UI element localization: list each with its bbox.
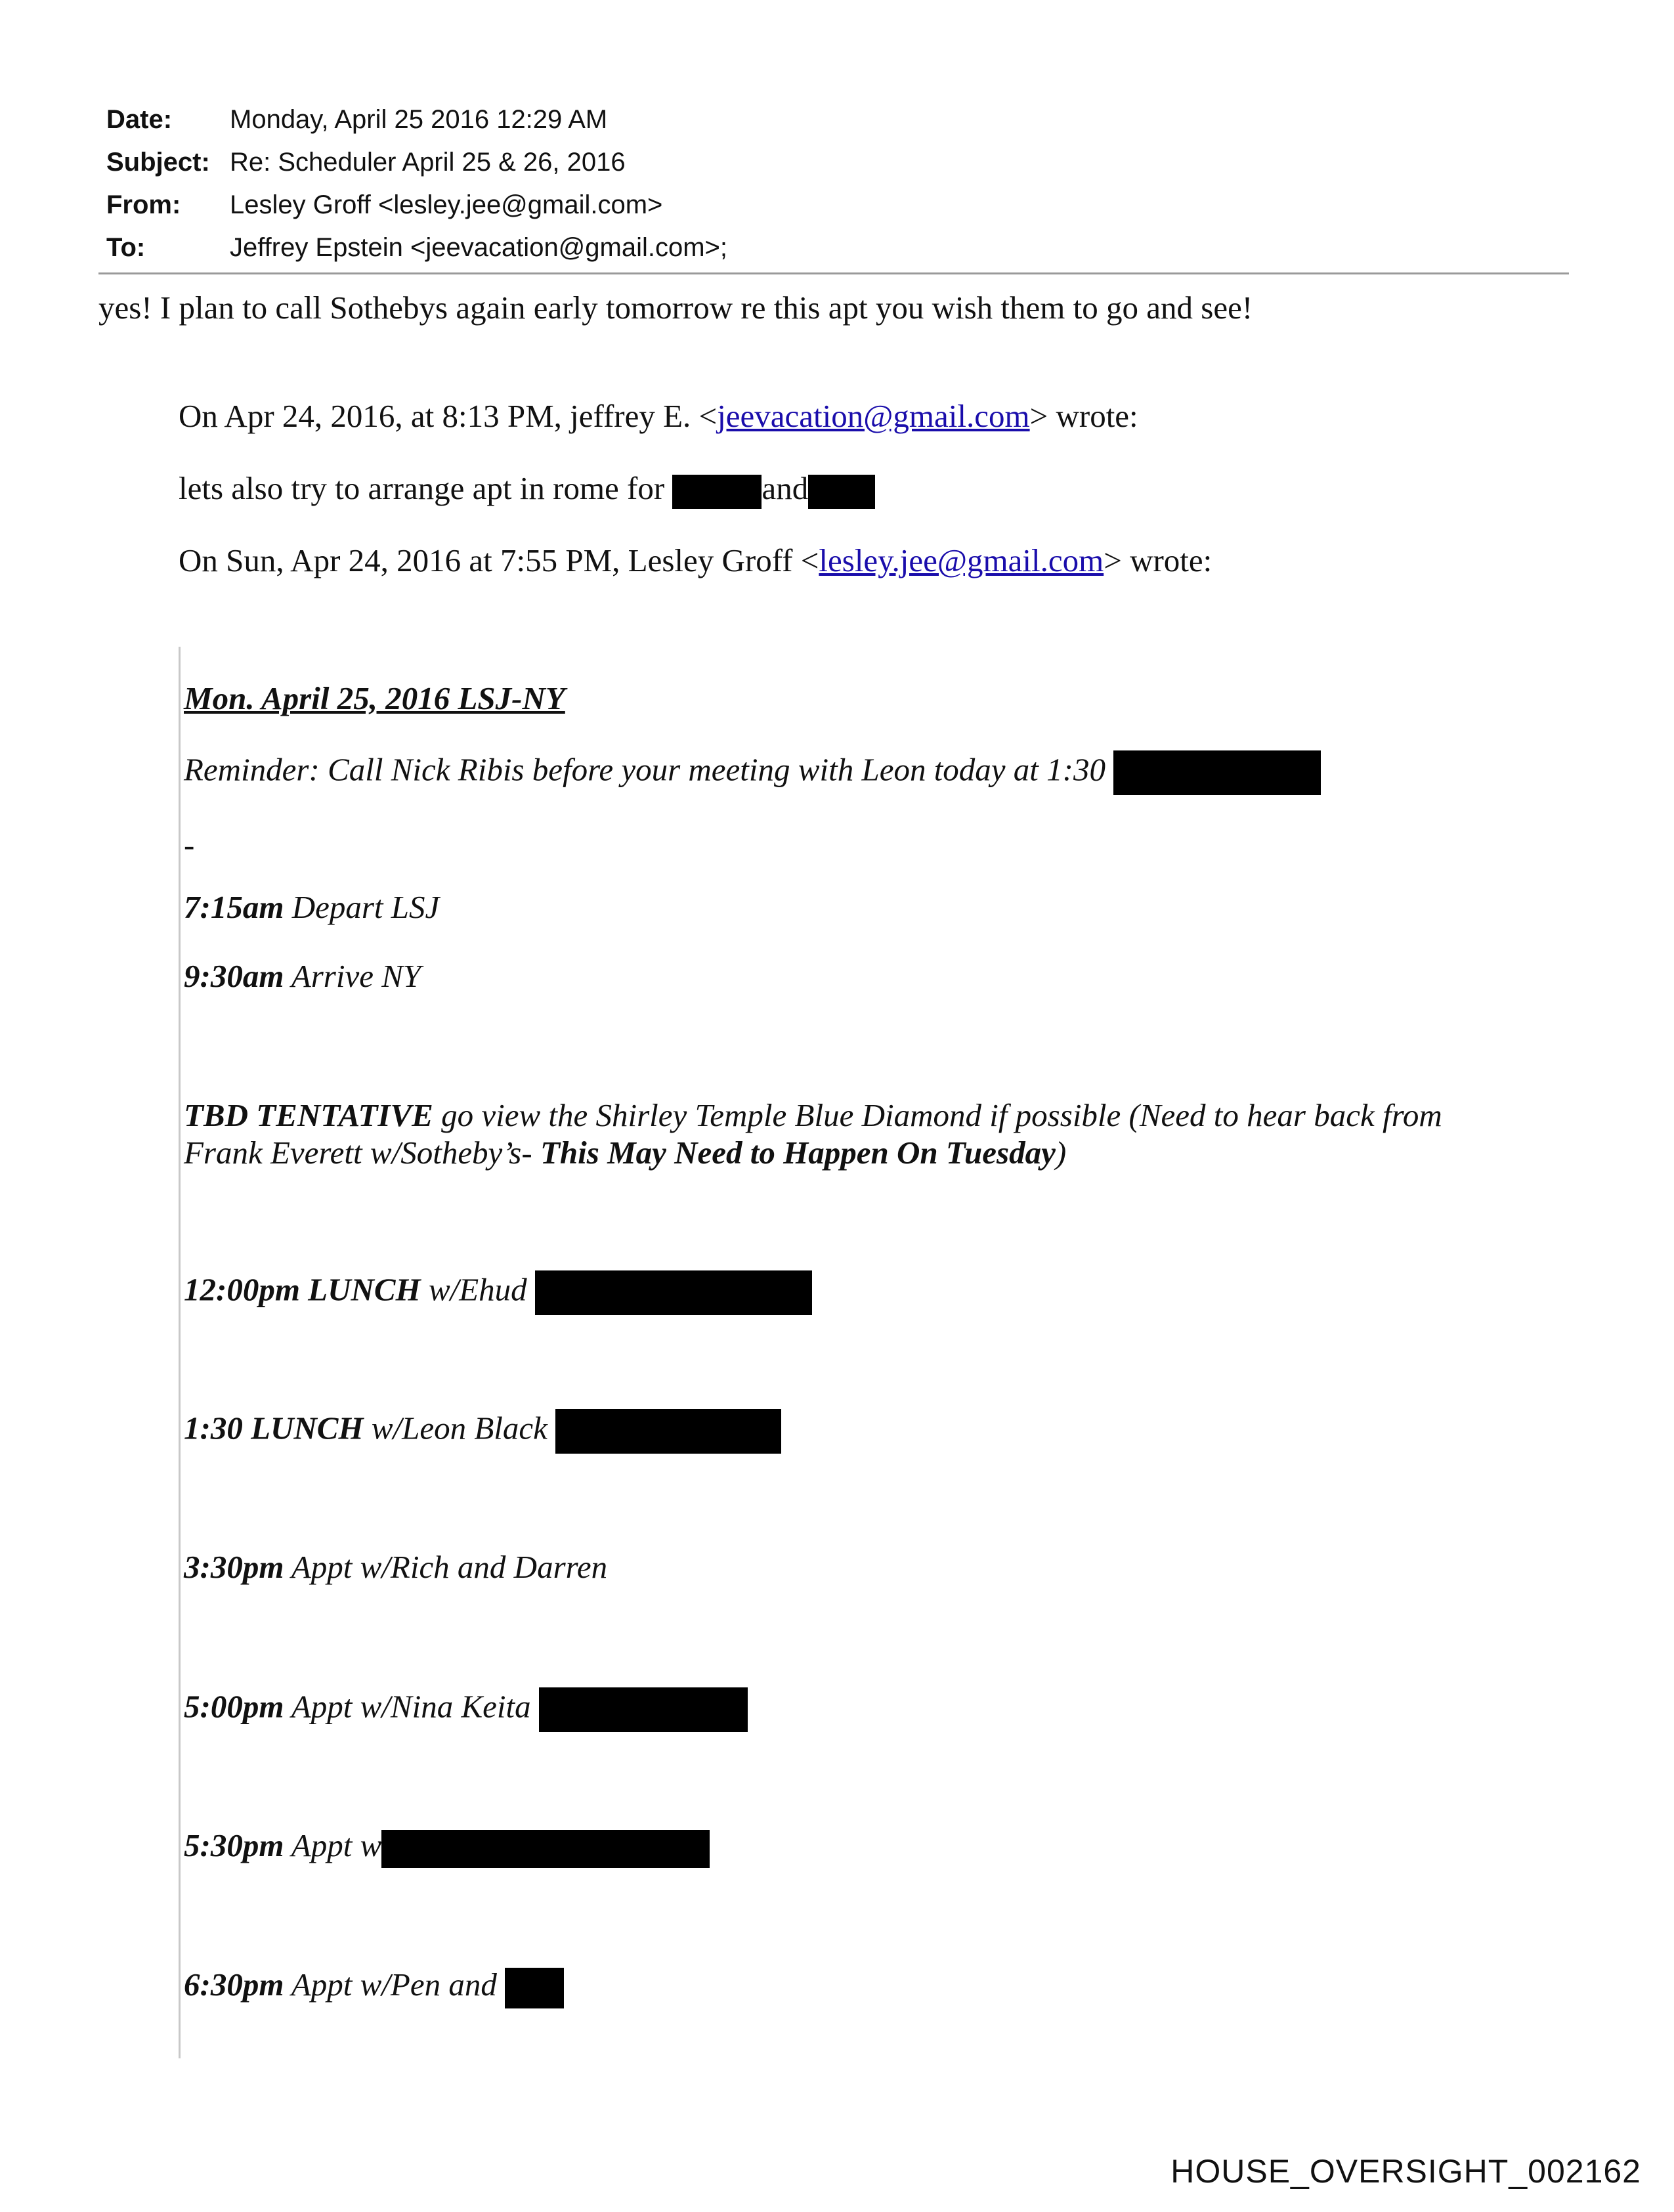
item-text: go view the Shirley Temple Blue Diamond if possible (Need to hear back from [433,1097,1442,1133]
quote-attribution-2-prefix: On Sun, Apr 24, 2016 at 7:55 PM, Lesley Groff < [179,542,819,578]
reminder-text: Reminder: Call Nick Ribis before your meeting with Leon today at 1:30 [184,751,1105,788]
item-time: 6:30pm [184,1966,284,2003]
bates-stamp: HOUSE_OVERSIGHT_002162 [1170,2153,1641,2190]
message-1-text: lets also try to arrange apt in rome for [179,470,665,506]
redaction-block [381,1830,710,1868]
message-1-and: and [762,470,809,506]
schedule-item [184,1096,1442,1134]
redaction-block [808,475,875,509]
item-text: Frank Everett w/Sotheby’s- [184,1135,540,1171]
redaction-block [1113,750,1321,795]
date-label: Date: [106,105,173,134]
redaction-block [672,475,762,509]
from-label: From: [106,190,181,219]
item-text: Depart LSJ [284,889,440,925]
quote-bar [179,647,181,2058]
quote-attribution-2 [179,542,1212,579]
schedule-dash: - [184,827,195,863]
item-time: 12:00pm LUNCH [184,1271,421,1308]
subject-label: Subject: [106,148,210,177]
from-value: Lesley Groff <lesley.jee@gmail.com> [230,190,663,219]
date-value: Monday, April 25 2016 12:29 AM [230,105,608,134]
item-time: 1:30 LUNCH [184,1410,364,1446]
subject-value: Re: Scheduler April 25 & 26, 2016 [230,148,626,177]
schedule-item-continued [184,1134,1066,1171]
quote-attribution-1-suffix: > wrote: [1029,398,1138,434]
item-text: Appt w/Pen and [284,1966,497,2003]
item-text: w/Leon Black [363,1410,547,1446]
item-time: TBD TENTATIVE [184,1097,433,1133]
item-text: Appt w/Rich and Darren [284,1549,608,1585]
message-1 [179,469,875,509]
schedule-item [184,1548,607,1586]
item-text: w/Ehud [420,1271,527,1308]
item-text: Appt w [284,1827,382,1863]
schedule-item [184,888,439,926]
item-text: Appt w/Nina Keita [284,1688,531,1725]
schedule-item [184,1409,781,1454]
schedule-title: Mon. April 25, 2016 LSJ-NY [184,680,565,716]
tbd-close: ) [1055,1135,1067,1171]
email-link-lesley[interactable]: lesley.jee@gmail.com [819,542,1104,578]
item-time: 3:30pm [184,1549,284,1585]
reply-text: yes! I plan to call Sothebys again early tomorrow re this apt you wish them to go and see! [98,290,1253,326]
header-divider [98,272,1569,274]
email-link-jeevacation[interactable]: jeevacation@gmail.com [717,398,1030,434]
tbd-emphasis: This May Need to Happen On Tuesday [540,1135,1056,1171]
schedule-item [184,1687,748,1732]
quote-attribution-2-suffix: > wrote: [1104,542,1213,578]
item-time: 5:30pm [184,1827,284,1863]
quote-attribution-1 [179,397,1138,435]
item-time: 5:00pm [184,1688,284,1725]
redaction-block [505,1968,564,2008]
quote-attribution-1-prefix: On Apr 24, 2016, at 8:13 PM, jeffrey E. < [179,398,718,434]
schedule-item [184,1966,564,2008]
schedule-item [184,957,421,995]
redaction-block [555,1409,781,1454]
schedule-item [184,1827,710,1868]
item-time: 7:15am [184,889,284,925]
redaction-block [539,1687,748,1732]
to-value: Jeffrey Epstein <jeevacation@gmail.com>; [230,233,728,262]
item-time: 9:30am [184,958,284,994]
item-text: Arrive NY [284,958,421,994]
redaction-block [535,1270,812,1315]
to-label: To: [106,233,146,262]
schedule-item [184,1270,812,1315]
schedule-reminder [184,750,1321,795]
